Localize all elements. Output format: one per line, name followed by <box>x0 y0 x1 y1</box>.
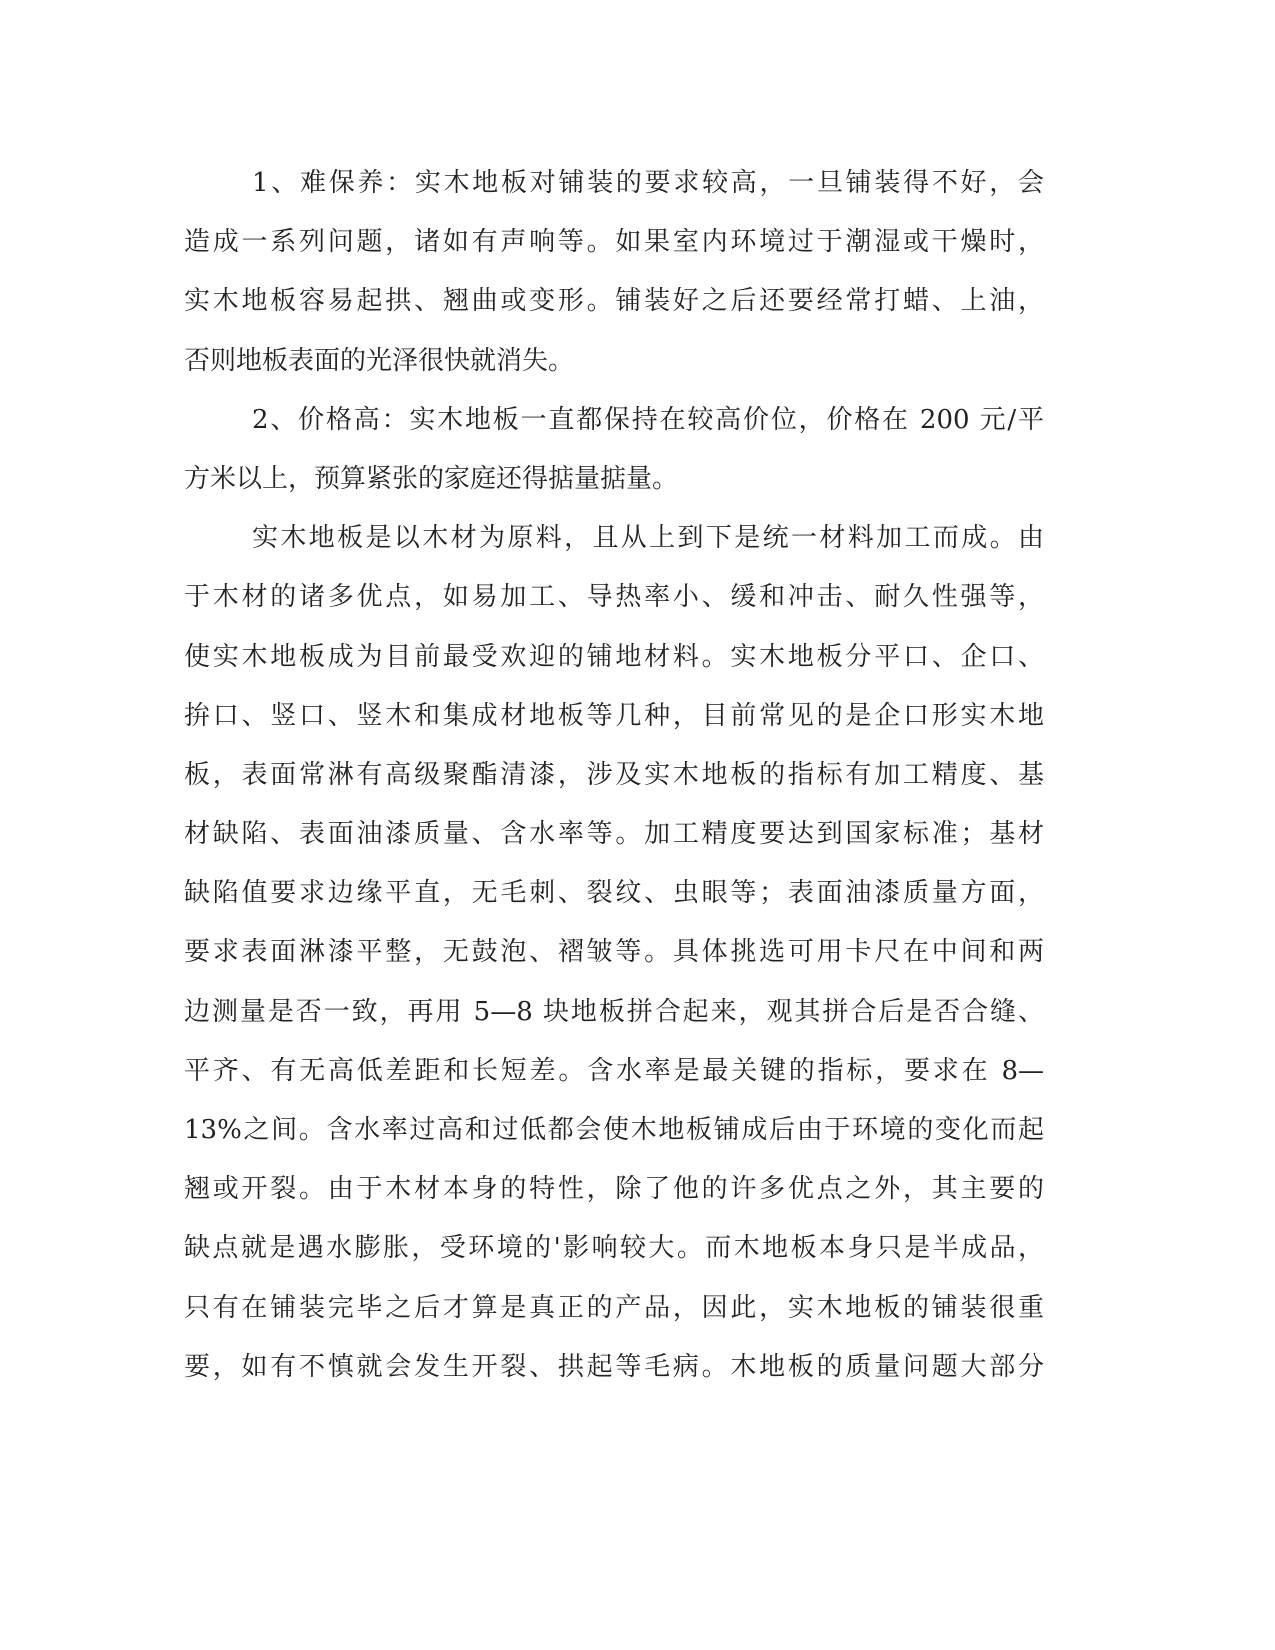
text-line: 造成一系列问题，诸如有声响等。如果室内环境过于潮湿或干燥时， <box>184 227 1044 258</box>
text-line: 只有在铺装完毕之后才算是真正的产品，因此，实木地板的铺装很重 <box>184 1292 1044 1323</box>
text-line: 材缺陷、表面油漆质量、含水率等。加工精度要达到国家标准；基材 <box>184 819 1044 850</box>
text-line: 于木材的诸多优点，如易加工、导热率小、缓和冲击、耐久性强等， <box>184 582 1044 613</box>
text-line: 平齐、有无高低差距和长短差。含水率是最关键的指标，要求在 8— <box>184 1055 1044 1086</box>
text-line: 实木地板容易起拱、翘曲或变形。铺装好之后还要经常打蜡、上油， <box>184 286 1044 317</box>
text-line: 13%之间。含水率过高和过低都会使木地板铺成后由于环境的变化而起 <box>184 1115 1044 1145</box>
text-line: 实木地板是以木材为原料，且从上到下是统一材料加工而成。由 <box>252 523 1044 554</box>
text-line: 板，表面常淋有高级聚酯清漆，涉及实木地板的指标有加工精度、基 <box>184 759 1044 790</box>
text-line: 否则地板表面的光泽很快就消失。 <box>184 345 575 376</box>
text-line: 缺点就是遇水膨胀，受环境的'影响较大。而木地板本身只是半成品， <box>184 1233 1044 1264</box>
text-line: 边测量是否一致，再用 5—8 块地板拼合起来，观其拼合后是否合缝、 <box>184 996 1044 1027</box>
text-line: 要，如有不慎就会发生开裂、拱起等毛病。木地板的质量问题大部分 <box>184 1351 1044 1382</box>
text-line: 拚口、竖口、竖木和集成材地板等几种，目前常见的是企口形实木地 <box>184 700 1044 731</box>
text-line: 使实木地板成为目前最受欢迎的铺地材料。实木地板分平口、企口、 <box>184 641 1044 672</box>
text-line: 缺陷值要求边缘平直，无毛刺、裂纹、虫眼等；表面油漆质量方面， <box>184 878 1044 909</box>
text-line: 1、难保养：实木地板对铺装的要求较高，一旦铺装得不好，会 <box>252 168 1044 198</box>
text-line: 要求表面淋漆平整，无鼓泡、褶皱等。具体挑选可用卡尺在中间和两 <box>184 937 1044 968</box>
text-line: 方米以上，预算紧张的家庭还得掂量掂量。 <box>184 463 679 494</box>
text-line: 2、价格高：实木地板一直都保持在较高价位，价格在 200 元/平 <box>252 404 1044 435</box>
text-line: 翘或开裂。由于木材本身的特性，除了他的许多优点之外，其主要的 <box>184 1174 1044 1205</box>
body-text <box>184 158 1044 1401</box>
